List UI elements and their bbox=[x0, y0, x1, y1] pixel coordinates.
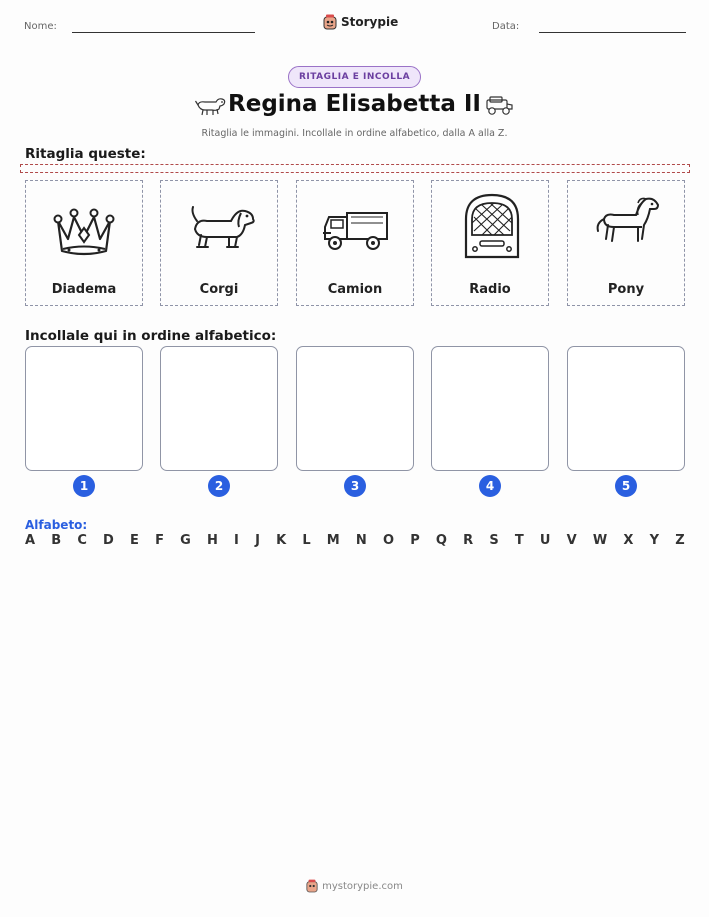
truck-icon bbox=[321, 189, 393, 261]
alphabet-row bbox=[25, 533, 685, 548]
storypie-mascot-icon bbox=[323, 14, 337, 30]
alphabet-letter: A bbox=[25, 533, 36, 548]
alphabet-letter: P bbox=[410, 533, 420, 548]
corgi-dog-icon bbox=[185, 189, 257, 261]
alphabet-letter: H bbox=[206, 533, 218, 548]
number-badge-2: 2 bbox=[208, 475, 230, 497]
cut-line bbox=[20, 164, 690, 173]
alphabet-letter: M bbox=[326, 533, 340, 548]
alphabet-letter: G bbox=[180, 533, 191, 548]
cut-card-diadema[interactable] bbox=[25, 180, 143, 306]
alphabet-letter: X bbox=[623, 533, 634, 548]
paste-box-4[interactable] bbox=[431, 346, 549, 471]
alphabet-letter: Q bbox=[435, 533, 447, 548]
alphabet-letter: S bbox=[489, 533, 499, 548]
alphabet-letter: I bbox=[234, 533, 239, 548]
page-title: Regina Elisabetta II bbox=[228, 91, 481, 117]
alphabet-heading: Alfabeto: bbox=[25, 518, 88, 532]
crown-icon bbox=[50, 189, 118, 261]
radio-icon bbox=[456, 189, 528, 261]
alphabet-letter: W bbox=[592, 533, 608, 548]
paste-section-heading: Incollale qui in ordine alfabetico: bbox=[25, 328, 277, 344]
alphabet-letter: Z bbox=[675, 533, 685, 548]
paste-box-3[interactable] bbox=[296, 346, 414, 471]
footer-site[interactable]: mystorypie.com bbox=[322, 880, 403, 892]
jeep-icon bbox=[482, 94, 514, 118]
alphabet-letter: L bbox=[302, 533, 311, 548]
cut-card-label: Pony bbox=[607, 282, 645, 297]
alphabet-letter: T bbox=[514, 533, 524, 548]
cut-card-label: Diadema bbox=[51, 282, 117, 297]
name-label: Nome: bbox=[24, 21, 57, 32]
name-line[interactable] bbox=[72, 32, 255, 33]
brand-name: Storypie bbox=[341, 15, 399, 29]
activity-badge: RITAGLIA E INCOLLA bbox=[288, 66, 421, 88]
number-badge-1: 1 bbox=[73, 475, 95, 497]
alphabet-letter: K bbox=[276, 533, 287, 548]
date-line[interactable] bbox=[539, 32, 686, 33]
instructions: Ritaglia le immagini. Incollale in ordine alfabetico, dalla A alla Z. bbox=[201, 128, 508, 139]
cut-card-label: Radio bbox=[469, 282, 511, 297]
alphabet-letter: J bbox=[255, 533, 260, 548]
alphabet-letter: U bbox=[539, 533, 551, 548]
alphabet-letter: C bbox=[77, 533, 87, 548]
number-badge-4: 4 bbox=[479, 475, 501, 497]
alphabet-letter: N bbox=[355, 533, 367, 548]
alphabet-letter: R bbox=[463, 533, 474, 548]
alphabet-letter: B bbox=[51, 533, 62, 548]
cut-card-label: Camion bbox=[327, 282, 383, 297]
paste-box-5[interactable] bbox=[567, 346, 685, 471]
cut-card-radio[interactable] bbox=[431, 180, 549, 306]
date-label: Data: bbox=[492, 21, 520, 32]
paste-box-1[interactable] bbox=[25, 346, 143, 471]
cut-section-heading: Ritaglia queste: bbox=[25, 146, 146, 162]
paste-box-2[interactable] bbox=[160, 346, 278, 471]
brand-logo bbox=[323, 14, 398, 30]
cut-card-corgi[interactable] bbox=[160, 180, 278, 306]
number-badge-3: 3 bbox=[344, 475, 366, 497]
cut-card-label: Corgi bbox=[199, 282, 239, 297]
cut-card-camion[interactable] bbox=[296, 180, 414, 306]
storypie-mascot-icon bbox=[306, 879, 318, 893]
alphabet-letter: V bbox=[566, 533, 577, 548]
alphabet-letter: Y bbox=[649, 533, 660, 548]
number-badge-5: 5 bbox=[615, 475, 637, 497]
footer bbox=[0, 879, 709, 893]
alphabet-letter: F bbox=[155, 533, 164, 548]
alphabet-letter: O bbox=[382, 533, 395, 548]
alphabet-letter: D bbox=[103, 533, 114, 548]
pony-icon bbox=[592, 189, 664, 261]
cut-card-pony[interactable] bbox=[567, 180, 685, 306]
alphabet-letter: E bbox=[130, 533, 139, 548]
